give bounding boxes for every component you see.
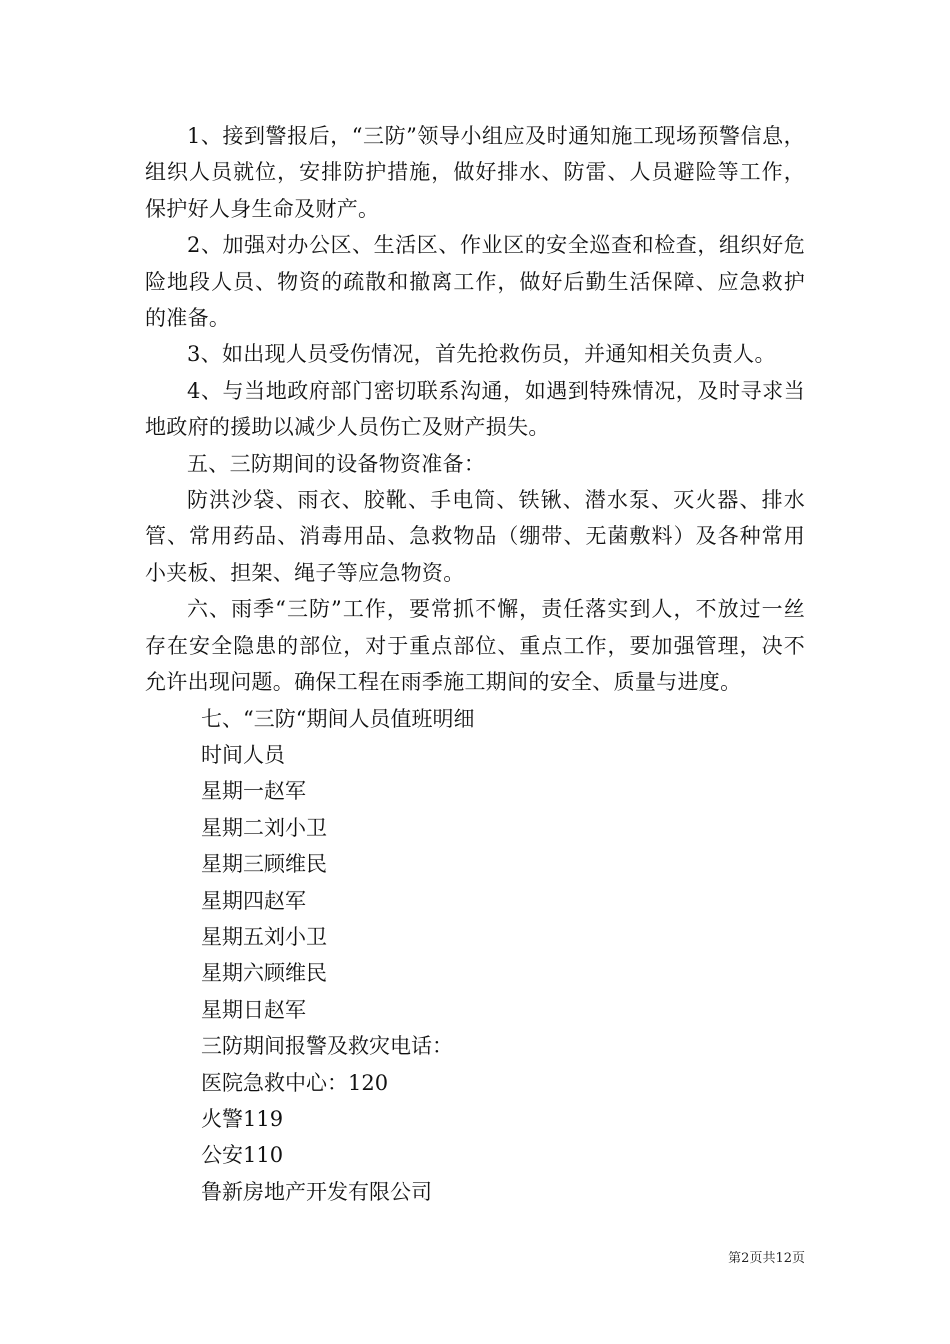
emergency-line-fire: 火警119 [201, 1106, 284, 1131]
emergency-heading: 三防期间报警及救灾电话： [201, 1034, 453, 1059]
duty-row: 星期二刘小卫 [201, 815, 327, 840]
duty-row: 星期日赵军 [201, 997, 306, 1022]
emergency-line-hospital: 医院急救中心：120 [201, 1070, 389, 1095]
duty-row: 星期四赵军 [201, 888, 306, 913]
duty-row: 星期五刘小卫 [201, 924, 327, 949]
section-heading-duty: 七、“三防“期间人员值班明细 [201, 706, 475, 731]
company-name: 鲁新房地产开发有限公司 [201, 1179, 432, 1204]
document-body [145, 118, 805, 1210]
duty-row: 星期六顾维民 [201, 961, 327, 986]
section-heading-equipment: 五、三防期间的设备物资准备： [187, 451, 486, 476]
paragraph-rainy-season: 六、雨季“三防”工作，要常抓不懈，责任落实到人，不放过一丝存在安全隐患的部位，对于重点部位、重点工作，要加强管理，决不允许出现问题。确保工程在雨季施工期间的安全、质量与进度。 [145, 597, 805, 695]
duty-table-header: 时间人员 [201, 742, 285, 767]
paragraph-inspection: 2、加强对办公区、生活区、作业区的安全巡查和检查，组织好危险地段人员、物资的疏散和撤离工作，做好后勤生活保障、应急救护的准备。 [145, 233, 805, 331]
paragraph-alarm-response: 1、接到警报后，“三防”领导小组应及时通知施工现场预警信息，组织人员就位，安排防护措施，做好排水、防雷、人员避险等工作，保护好人身生命及财产。 [145, 124, 805, 221]
paragraph-injury: 3、如出现人员受伤情况，首先抢救伤员，并通知相关负责人。 [187, 342, 776, 367]
paragraph-equipment-list: 防洪沙袋、雨衣、胶靴、手电筒、铁锹、潜水泵、灭火器、排水管、常用药品、消毒用品、急救物品（绷带、无菌敷料）及各种常用小夹板、担架、绳子等应急物资。 [145, 488, 805, 585]
paragraph-government-contact: 4、与当地政府部门密切联系沟通，如遇到特殊情况，及时寻求当地政府的援助以减少人员伤亡及财产损失。 [145, 378, 805, 440]
duty-row: 星期一赵军 [201, 779, 306, 804]
duty-row: 星期三顾维民 [201, 852, 327, 877]
page-number-footer: 第2页共12页 [728, 1251, 805, 1266]
emergency-line-police: 公安110 [201, 1143, 284, 1168]
